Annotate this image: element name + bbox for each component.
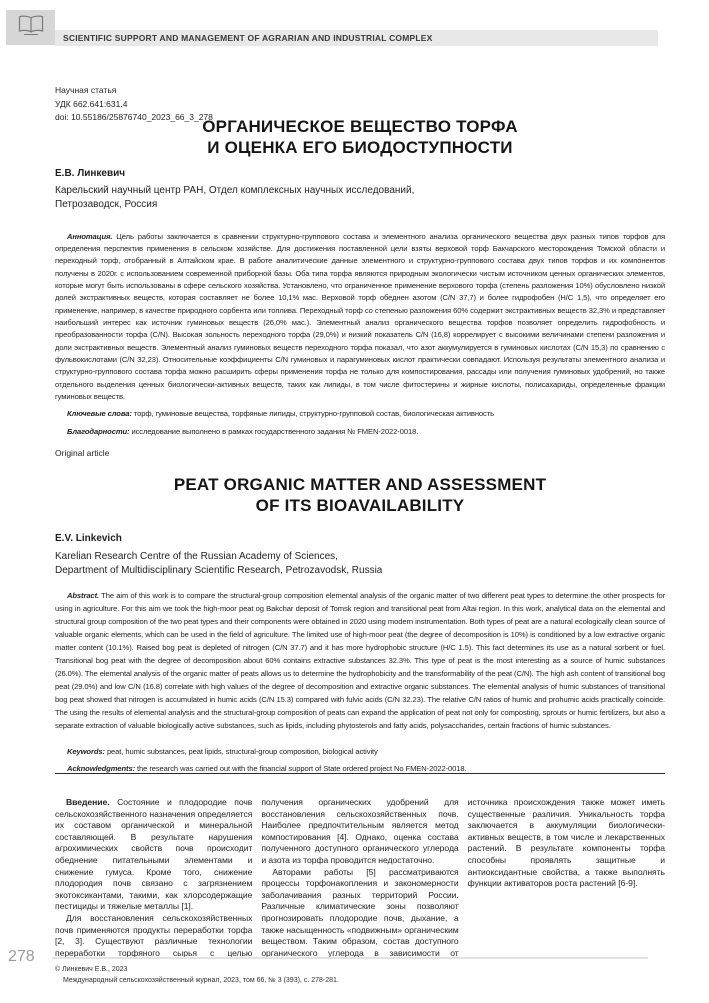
title-russian-line2: И ОЦЕНКА ЕГО БИОДОСТУПНОСТИ <box>207 138 513 157</box>
acknowledgments-russian <box>55 427 665 436</box>
keywords-russian-text: торф, гуминовые вещества, торфяные липиды, структурно-групповой состав, биологическая активность <box>133 408 494 418</box>
udc-number: УДК 662.641:631.4 <box>55 98 128 109</box>
acknowledgments-english-label: Acknowledgments: <box>67 763 136 773</box>
acknowledgments-english <box>55 764 665 773</box>
affiliation-russian <box>55 184 665 211</box>
body-paragraph-introduction <box>55 797 252 913</box>
article-type-ru: Научная статья <box>55 85 117 95</box>
footer-copyright <box>55 964 339 986</box>
keywords-russian <box>55 409 665 418</box>
journal-reference-line: Международный сельскохозяйственный журнал, 2023, том 66, № 3 (393), с. 278-281. <box>63 977 339 984</box>
journal-section-banner <box>55 30 658 46</box>
abstract-english-label: Abstract. <box>67 590 100 600</box>
doi-number: doi: 10.55186/25876740_2023_66_3_278 <box>55 112 213 122</box>
title-english-line2: OF ITS BIOAVAILABILITY <box>255 496 465 515</box>
affiliation-russian-line1: Карельский научный центр РАН, Отдел комплексных научных исследований, <box>55 185 415 196</box>
affiliation-english-line1: Karelian Research Centre of the Russian Academy of Sciences, <box>55 551 338 562</box>
title-russian-line1: ОРГАНИЧЕСКОЕ ВЕЩЕСТВО ТОРФА <box>202 117 518 136</box>
affiliation-english <box>55 550 665 577</box>
affiliation-russian-line2: Петрозаводск, Россия <box>55 198 158 210</box>
abstract-russian <box>55 231 665 404</box>
abstract-russian-text: Цель работы заключается в сравнении структурно-группового состава и элементного анализа органического вещества двух разных типов торфов для определения перспектив применения в сельском хозяйстве. Для достижения поставленной цели взяты верховой торф Бакчарского месторождения Томской области и переходный торф, отобранный в Алтайском крае. В работе аналитические данные элементного и структурно-группового состава двух типов торфов и их компонентов получены в 2020г. с использованием современной приборной базы. Оба типа торфа являются природным экологически чистым источником ценных органических элементов, которые могут быть использованы в сфере сельского хозяйства. Установлено, что ограниченное применение верхового торфа (степень разложения 10%) обусловлено низкой долей экстрактивных веществ, которая составляет не более 10,1% мас. Верховой торф обеднен азотом (C/N 37,7) и более гидрофобен (H/C 1,5), что определяет его применение, например, в качестве природного сорбента или топлива. Переходный торф со степенью разложения 60% содержит экстрактивных веществ 32,3% и представляет наибольший интерес как источник гуминовых веществ (26,0% мас.). Элементный анализ органического вещества торфов позволяет определить гидрофобность и преобразованности торфа (C/N). Высокая зольность переходного торфа (29,0%) и низкий показатель C/N (16,8) коррелирует с высокими величинами степени разложения и доли экстрактивных веществ. Элементный анализ гуминовых веществ переходного торфа показал, что азот аккумулируется в гуминовых кислотах (C/N 15,3) по сравнению с фульвокислотами (C/N 32,23). Относительные коэффициенты C/N гуминовых и парагуминовых кислот практически совпадают. Используя результаты элементного анализа и структурно-группового состава торфа можно расширить сферы применения торфа не только для компостирования, рассады или получения гуминовых удобрений, но также отдельного выделения ценных биологически-активных веществ, таких как липиды, в том числе фитостерины и жирные кислоты, полисахариды, определенные фракции гуминовых веществ. <box>55 231 665 402</box>
abstract-russian-label: Аннотация. <box>67 231 113 241</box>
body-paragraph-2: Для восстановления сельскохозяйственных почв применяются продукты переработки торфа [2, 3]. Существуют различные технологии переработки торфяного сырья с целью получения органических удобрений для восстановления сельскохозяйственных почв. Наиболее предпочтительным является метод компостирования [4]. Однако, оценка состава полученного доступного органического углерода и азота из торфа проводится недостаточно. <box>55 797 459 958</box>
body-paragraph-3: Авторами работы [5] рассматриваются процессы торфонакопления и закономерности заболачивания разных территорий России. Различные климатические зоны позволяют прогнозировать плодородие почв, дыхание, а также насыщенность «подвижным» органическим веществом. Таким образом, состав доступного органического углерода в зависимости от источника происхождения также может иметь существенные различия. Уникальность торфа заключается в аккумуляции биологически-активных веществ, в том числе и лекарственных растений. В результате компоненты торфа способны проявлять защитные и антиоксидантные свойства, а также выполнять функции активаторов роста растений [6-9]. <box>261 797 665 958</box>
page-number: 278 <box>8 948 35 965</box>
footer-divider <box>52 957 648 959</box>
abstract-english <box>55 589 665 732</box>
body-columns <box>55 797 665 965</box>
open-book-icon <box>17 14 45 41</box>
acknowledgments-russian-text: исследование выполнено в рамках государственного задания № FMEN-2022-0018. <box>131 426 419 436</box>
section-divider <box>55 773 665 774</box>
abstract-english-text: The aim of this work is to compare the structural-group composition elemental analysis of the organic matter of two different peat types to determine the other prospects for using in agriculture. For this aim we took the high-moor peat og Bakchar deposit of Tomsk region and transitional peat from Altai region. In this work, analytical data on the elemental and structural group composition of the two peat types and their components were obtained in 2020 using modern instrumentation. Both types of peat are a natural ecologically clean source of valuable organic elements, which can be used in the field of agriculture. The limited use of high-moor peat (the degree of decomposition is 10%) is conditioned by a low extractive organic matter content (10.1%). Raised bog peat is depleted of nitrogen (C/N 37.7) and it has more hydrophobic structure (H/C 1.5). This fact determines its use as a natural sorbent or fuel. Transitional bog peat with the degree of decomposition about 60% contains extractive substances 32.3%. This type of peat is the most interesting as a source of humic substances (26.0%). The elemental analysis of the organic matter of peats allows us to determine the hydrophobicity and the transformability of the peat (C/N). The high ash content of transitional bog peat (29.0%) and low C/N (16.8) correlate with high values of the degree of decomposition and extractive organic substances. The elemental analysis of humic substances of transitional bog peat showed that nitrogen is accumulated in humic acids (C/N 15.3) compared with fulvic acids (C/N 32.23). The relative C/N ratios of humic and prohumic acids practically coincide. The using the results of elemental analysis and the structural-group composition of peats can expand the application of peat not only for composting, sprouts or humic fertilizers, but also a separate extraction of valuable biologically active substances, such as lipids, including phytosterols and fatty acids, polysaccharides, certain fractions of humic substances. <box>55 590 666 730</box>
acknowledgments-russian-label: Благодарности: <box>67 426 130 436</box>
keywords-russian-label: Ключевые слова: <box>67 408 132 418</box>
keywords-english-text: peat, humic substances, peat lipids, structural-group composition, biological activity <box>106 746 378 756</box>
author-english: E.V. Linkevich <box>55 533 122 544</box>
introduction-label: Введение. <box>66 797 110 807</box>
article-type-english: Original article <box>55 448 110 458</box>
title-english-line1: PEAT ORGANIC MATTER AND ASSESSMENT <box>173 475 547 494</box>
journal-logo-box <box>6 10 55 45</box>
affiliation-english-line2: Department of Multidisciplinary Scientific Research, Petrozavodsk, Russia <box>55 564 383 576</box>
title-english <box>55 474 665 516</box>
introduction-text: Состояние и плодородие почв сельскохозяйственного назначения определяется их составом органической и минеральной составляющей. В результате нарушения агрохимических свойств почв происходит обеднение питательными элементами и снижение гумуса. Кроме того, снижение плодородия почв связано с загрязнением экотоксикантами, такими, как хлорсодержащие пестициды и тяжелые металлы [1]. <box>55 797 253 912</box>
banner-title: SCIENTIFIC SUPPORT AND MANAGEMENT OF AGRARIAN AND INDUSTRIAL COMPLEX <box>63 33 433 43</box>
keywords-english-label: Keywords: <box>67 746 105 756</box>
keywords-english <box>55 747 665 756</box>
copyright-line: © Линкевич Е.В., 2023 <box>55 966 128 973</box>
acknowledgments-english-text: the research was carried out with the financial support of State ordered project No FMEN-2022-0018. <box>137 763 467 773</box>
author-russian: Е.В. Линкевич <box>55 168 126 179</box>
title-russian <box>55 116 665 158</box>
